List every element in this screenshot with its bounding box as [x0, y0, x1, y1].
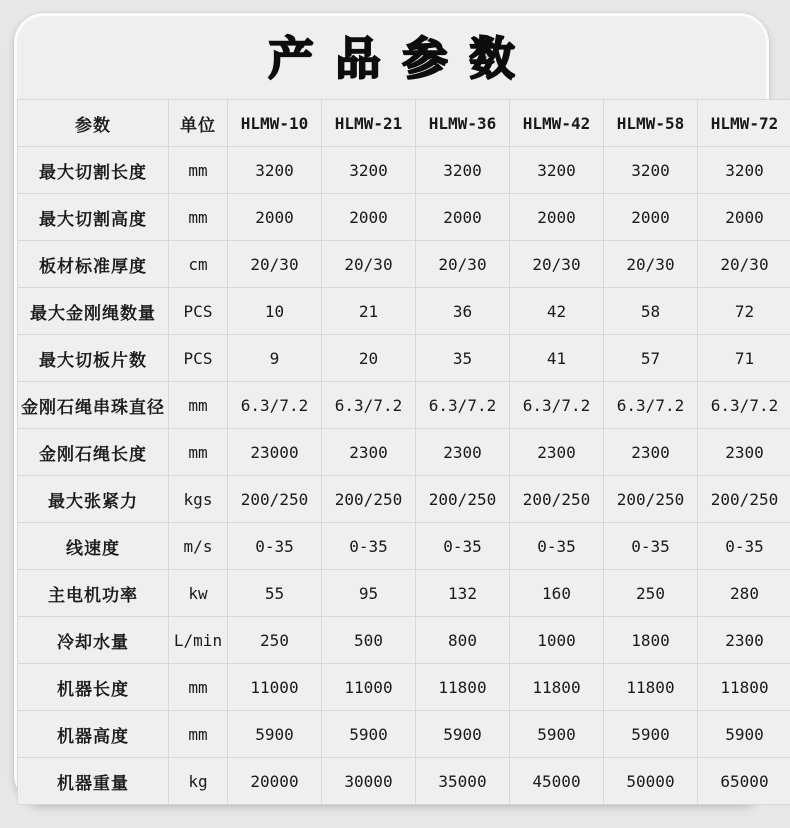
product-params-card	[14, 13, 779, 805]
value-cell: 2300	[698, 617, 790, 664]
param-label-cell: 金刚石绳长度	[18, 429, 169, 476]
value-cell: 0-35	[510, 523, 604, 570]
param-label-cell: 最大切割高度	[18, 194, 169, 241]
value-cell: 11800	[510, 664, 604, 711]
value-cell: 3200	[604, 147, 698, 194]
column-header-model-hlmw-10: HLMW-10	[228, 100, 322, 147]
value-cell: 95	[322, 570, 416, 617]
value-cell: 280	[698, 570, 790, 617]
value-cell: 6.3/7.2	[698, 382, 790, 429]
value-cell: 500	[322, 617, 416, 664]
param-label-cell: 冷却水量	[18, 617, 169, 664]
value-cell: 2300	[322, 429, 416, 476]
value-cell: 132	[416, 570, 510, 617]
value-cell: 65000	[698, 758, 790, 805]
value-cell: 41	[510, 335, 604, 382]
value-cell: 0-35	[604, 523, 698, 570]
value-cell: 3200	[698, 147, 790, 194]
column-header-model-hlmw-72: HLMW-72	[698, 100, 790, 147]
value-cell: 200/250	[322, 476, 416, 523]
value-cell: 2300	[698, 429, 790, 476]
unit-cell: PCS	[169, 288, 228, 335]
column-header-model-hlmw-36: HLMW-36	[416, 100, 510, 147]
value-cell: 200/250	[604, 476, 698, 523]
value-cell: 2000	[604, 194, 698, 241]
param-label-cell: 最大张紧力	[18, 476, 169, 523]
table-row	[18, 147, 790, 194]
unit-cell: mm	[169, 194, 228, 241]
value-cell: 0-35	[416, 523, 510, 570]
param-label-cell: 机器长度	[18, 664, 169, 711]
table-row	[18, 241, 790, 288]
unit-cell: kgs	[169, 476, 228, 523]
unit-cell: PCS	[169, 335, 228, 382]
value-cell: 2000	[322, 194, 416, 241]
table-row	[18, 711, 790, 758]
value-cell: 55	[228, 570, 322, 617]
value-cell: 11000	[228, 664, 322, 711]
param-label-cell: 板材标准厚度	[18, 241, 169, 288]
value-cell: 2000	[698, 194, 790, 241]
value-cell: 1800	[604, 617, 698, 664]
column-header-param: 参数	[18, 100, 169, 147]
value-cell: 58	[604, 288, 698, 335]
column-header-model-hlmw-42: HLMW-42	[510, 100, 604, 147]
table-header	[18, 100, 790, 147]
value-cell: 50000	[604, 758, 698, 805]
table-row	[18, 429, 790, 476]
value-cell: 200/250	[698, 476, 790, 523]
value-cell: 6.3/7.2	[510, 382, 604, 429]
column-header-model-hlmw-21: HLMW-21	[322, 100, 416, 147]
value-cell: 5900	[604, 711, 698, 758]
unit-cell: kg	[169, 758, 228, 805]
value-cell: 5900	[510, 711, 604, 758]
value-cell: 160	[510, 570, 604, 617]
value-cell: 2000	[510, 194, 604, 241]
unit-cell: m/s	[169, 523, 228, 570]
table-row	[18, 758, 790, 805]
value-cell: 200/250	[416, 476, 510, 523]
value-cell: 10	[228, 288, 322, 335]
unit-cell: mm	[169, 429, 228, 476]
column-header-model-hlmw-58: HLMW-58	[604, 100, 698, 147]
value-cell: 30000	[322, 758, 416, 805]
value-cell: 71	[698, 335, 790, 382]
value-cell: 45000	[510, 758, 604, 805]
value-cell: 0-35	[698, 523, 790, 570]
param-label-cell: 线速度	[18, 523, 169, 570]
value-cell: 20/30	[322, 241, 416, 288]
table-row	[18, 664, 790, 711]
value-cell: 11000	[322, 664, 416, 711]
value-cell: 2300	[416, 429, 510, 476]
table-row	[18, 382, 790, 429]
value-cell: 250	[604, 570, 698, 617]
unit-cell: kw	[169, 570, 228, 617]
value-cell: 1000	[510, 617, 604, 664]
value-cell: 20/30	[510, 241, 604, 288]
unit-cell: mm	[169, 664, 228, 711]
table-row	[18, 476, 790, 523]
value-cell: 20/30	[416, 241, 510, 288]
value-cell: 2000	[416, 194, 510, 241]
value-cell: 3200	[228, 147, 322, 194]
value-cell: 42	[510, 288, 604, 335]
value-cell: 72	[698, 288, 790, 335]
param-label-cell: 机器高度	[18, 711, 169, 758]
unit-cell: L/min	[169, 617, 228, 664]
table-row	[18, 288, 790, 335]
value-cell: 6.3/7.2	[416, 382, 510, 429]
param-label-cell: 金刚石绳串珠直径	[18, 382, 169, 429]
unit-cell: mm	[169, 147, 228, 194]
value-cell: 20/30	[604, 241, 698, 288]
value-cell: 20/30	[698, 241, 790, 288]
value-cell: 23000	[228, 429, 322, 476]
value-cell: 2000	[228, 194, 322, 241]
value-cell: 36	[416, 288, 510, 335]
table-row	[18, 335, 790, 382]
value-cell: 5900	[698, 711, 790, 758]
value-cell: 6.3/7.2	[604, 382, 698, 429]
value-cell: 6.3/7.2	[228, 382, 322, 429]
value-cell: 5900	[416, 711, 510, 758]
table-row	[18, 523, 790, 570]
value-cell: 35	[416, 335, 510, 382]
unit-cell: mm	[169, 711, 228, 758]
value-cell: 20000	[228, 758, 322, 805]
value-cell: 11800	[416, 664, 510, 711]
product-params-table	[17, 99, 790, 805]
param-label-cell: 最大金刚绳数量	[18, 288, 169, 335]
table-row	[18, 570, 790, 617]
value-cell: 5900	[322, 711, 416, 758]
value-cell: 11800	[698, 664, 790, 711]
value-cell: 250	[228, 617, 322, 664]
value-cell: 0-35	[228, 523, 322, 570]
unit-cell: mm	[169, 382, 228, 429]
value-cell: 20/30	[228, 241, 322, 288]
value-cell: 9	[228, 335, 322, 382]
value-cell: 200/250	[228, 476, 322, 523]
value-cell: 3200	[510, 147, 604, 194]
value-cell: 2300	[510, 429, 604, 476]
value-cell: 3200	[416, 147, 510, 194]
value-cell: 11800	[604, 664, 698, 711]
unit-cell: cm	[169, 241, 228, 288]
value-cell: 21	[322, 288, 416, 335]
column-header-unit: 单位	[169, 100, 228, 147]
value-cell: 800	[416, 617, 510, 664]
value-cell: 2300	[604, 429, 698, 476]
param-label-cell: 机器重量	[18, 758, 169, 805]
value-cell: 57	[604, 335, 698, 382]
value-cell: 20	[322, 335, 416, 382]
table-header-row	[18, 100, 790, 147]
table-row	[18, 617, 790, 664]
value-cell: 0-35	[322, 523, 416, 570]
param-label-cell: 最大切板片数	[18, 335, 169, 382]
value-cell: 35000	[416, 758, 510, 805]
value-cell: 200/250	[510, 476, 604, 523]
value-cell: 3200	[322, 147, 416, 194]
value-cell: 5900	[228, 711, 322, 758]
param-label-cell: 最大切割长度	[18, 147, 169, 194]
value-cell: 6.3/7.2	[322, 382, 416, 429]
table-body	[18, 147, 790, 805]
page-title: 产品参数	[268, 33, 537, 84]
table-row	[18, 194, 790, 241]
param-label-cell: 主电机功率	[18, 570, 169, 617]
